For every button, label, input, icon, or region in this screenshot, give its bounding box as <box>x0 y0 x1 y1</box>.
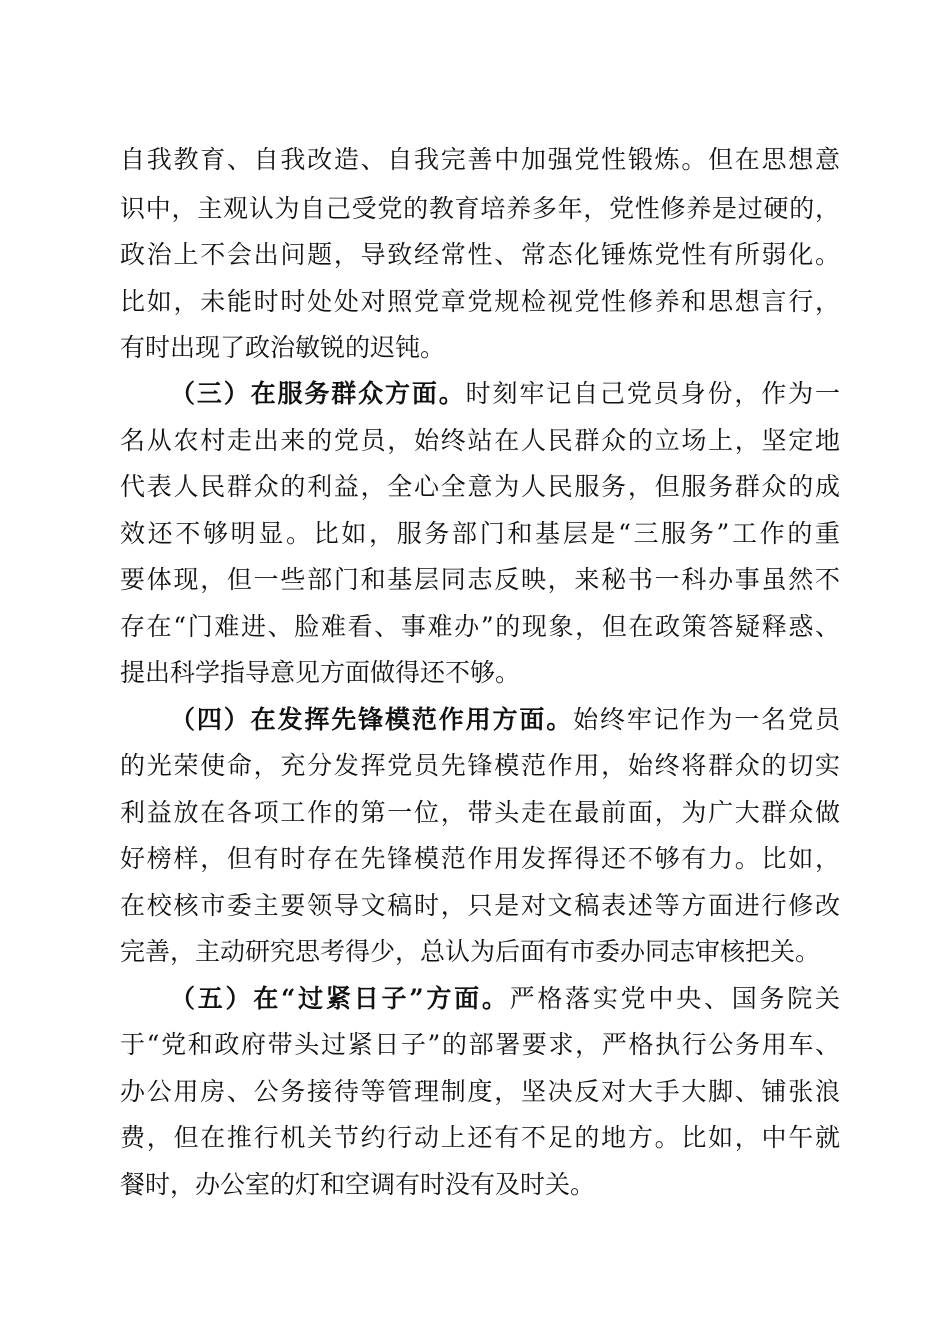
body-text-line: 完善，主动研究思考得少，总认为后面有市委办同志审核把关。 <box>120 937 821 966</box>
section-heading: （五）在“过紧日子”方面。 <box>170 984 510 1013</box>
section-first-line <box>170 700 840 740</box>
body-text-line: 有时出现了政治敏锐的迟钝。 <box>120 333 446 362</box>
body-text-line: 的光荣使命，充分发挥党员先锋模范作用，始终将群众的切实 <box>120 751 840 780</box>
body-text-line: 自我教育、自我改造、自我完善中加强党性锻炼。但在思想意 <box>120 145 840 174</box>
body-text-line: 效还不够明显。比如，服务部门和基层是“三服务”工作的重 <box>120 519 840 548</box>
section-heading: （四）在发挥先锋模范作用方面。 <box>170 705 574 734</box>
body-text-segment: 时刻牢记自己党员身份，作为一 <box>465 379 840 408</box>
body-text-line: 费，但在推行机关节约行动上还有不足的地方。比如，中午就 <box>120 1123 840 1152</box>
body-text-line: 好榜样，但有时存在先锋模范作用发挥得还不够有力。比如， <box>120 844 840 873</box>
body-text-line: 代表人民群众的利益，全心全意为人民服务，但服务群众的成 <box>120 472 840 501</box>
body-text-line: 识中，主观认为自己受党的教育培养多年，党性修养是过硬的， <box>120 194 840 223</box>
body-text-line: 比如，未能时时处处对照党章党规检视党性修养和思想言行， <box>120 287 840 316</box>
body-text-line: 要体现，但一些部门和基层同志反映，来秘书一科办事虽然不 <box>120 565 840 594</box>
section-heading: （三）在服务群众方面。 <box>170 379 466 408</box>
section-first-line <box>170 979 840 1019</box>
body-text-line: 在校核市委主要领导文稿时，只是对文稿表述等方面进行修改 <box>120 891 840 920</box>
body-text-line: 于“党和政府带头过紧日子”的部署要求，严格执行公务用车、 <box>120 1030 840 1059</box>
body-text-line: 存在“门难进、脸难看、事难办”的现象，但在政策答疑释惑、 <box>120 612 840 641</box>
body-text-line: 餐时，办公室的灯和空调有时没有及时关。 <box>120 1170 596 1199</box>
body-text-line: 政治上不会出问题，导致经常性、常态化锤炼党性有所弱化。 <box>120 240 840 269</box>
section-first-line <box>170 374 840 414</box>
body-text-line: 提出科学指导意见方面做得还不够。 <box>120 658 521 687</box>
body-text-segment: 始终牢记作为一名党员 <box>573 705 840 734</box>
body-text-line: 名从农村走出来的党员，始终站在人民群众的立场上，坚定地 <box>120 426 840 455</box>
body-text-line: 利益放在各项工作的第一位，带头走在最前面，为广大群众做 <box>120 798 840 827</box>
body-text-line: 办公用房、公务接待等管理制度，坚决反对大手大脚、铺张浪 <box>120 1077 840 1106</box>
body-text-segment: 严格落实党中央、国务院关 <box>509 984 840 1013</box>
